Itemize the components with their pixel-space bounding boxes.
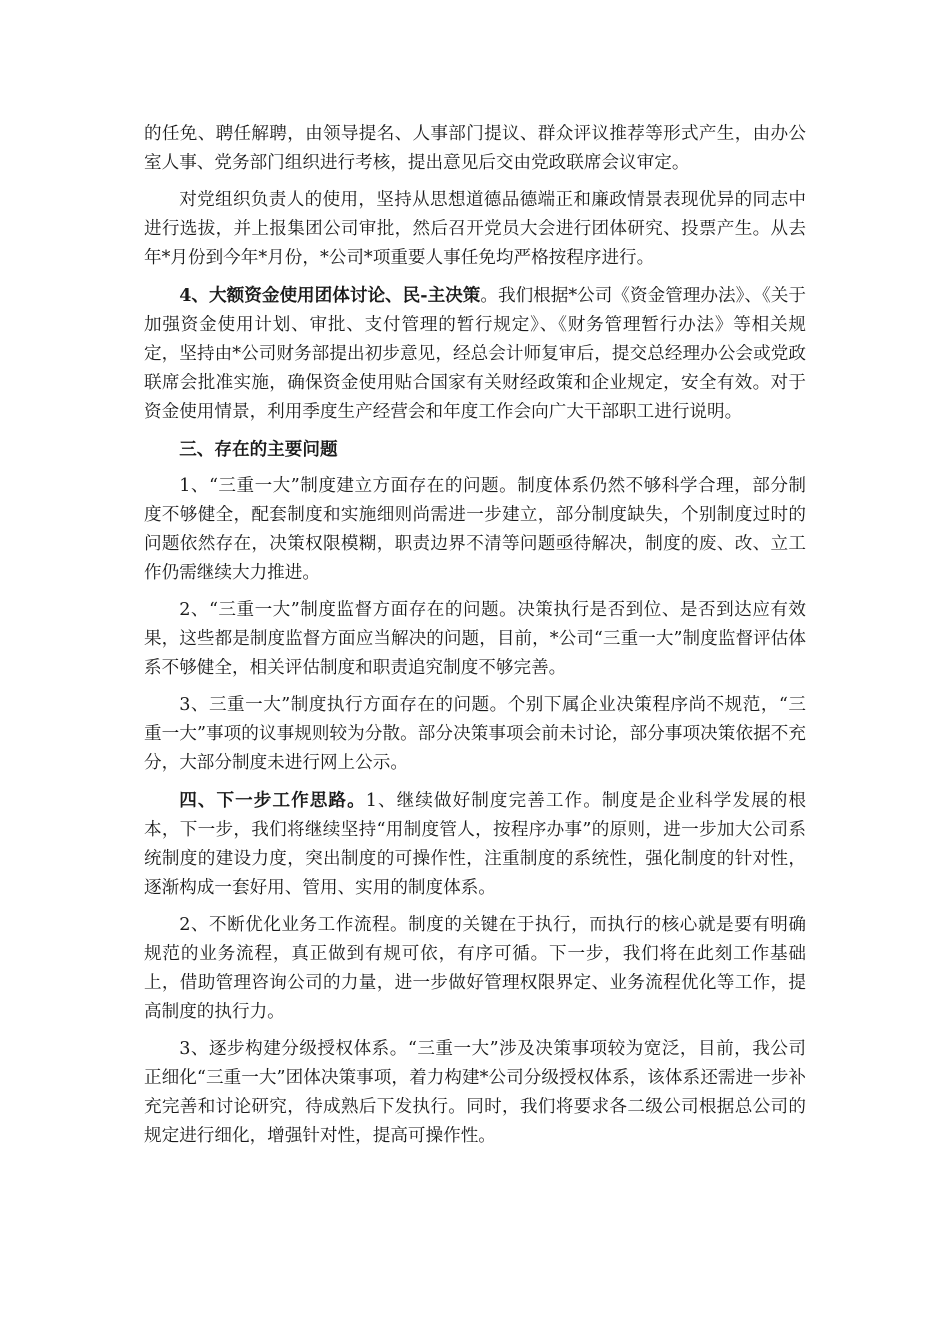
section-heading-main-problems <box>144 435 806 464</box>
paragraph-appointment-process <box>144 120 806 178</box>
paragraph-problem-establishment <box>144 472 806 588</box>
paragraph-party-leader-selection <box>144 186 806 273</box>
paragraph-problem-execution <box>144 691 806 778</box>
paragraph-text: 2、“三重一大”制度监督方面存在的问题。决策执行是否到位、是否到达应有效果，这些都是制度监督方面应当解决的问题，目前，*公司“三重一大”制度监督评估体系不够健全，相关评估制度和职责追究制度不够完善。 <box>144 600 806 678</box>
paragraph-lead-heading: 4、大额资金使用团体讨论、民-主决策 <box>179 285 481 306</box>
paragraph-text: 的任免、聘任解聘，由领导提名、人事部门提议、群众评议推荐等形式产生，由办公室人事、党务部门组织进行考核，提出意见后交由党政联席会议审定。 <box>144 124 806 173</box>
paragraph-text: 3、三重一大”制度执行方面存在的问题。个别下属企业决策程序尚不规范，“三重一大”事项的议事规则较为分散。部分决策事项会前未讨论，部分事项决策依据不充分，大部分制度未进行网上公示。 <box>144 695 806 773</box>
paragraph-text: 对党组织负责人的使用，坚持从思想道德品德端正和廉政情景表现优异的同志中进行选拔，并上报集团公司审批，然后召开党员大会进行团体研究、投票产生。从去年*月份到今年*月份，*公司*项重要人事任免均严格按程序进行。 <box>144 190 806 268</box>
paragraph-text: 3、逐步构建分级授权体系。“三重一大”涉及决策事项较为宽泛，目前，我公司正细化“三重一大”团体决策事项，着力构建*公司分级授权体系，该体系还需进一步补充完善和讨论研究，待成熟后下发执行。同时，我们将要求各二级公司根据总公司的规定进行细化，增强针对性，提高可操作性。 <box>144 1039 806 1146</box>
paragraph-text: 1、继续做好制度完善工作。制度是企业科学发展的根本，下一步，我们将继续坚持“用制度管人，按程序办事”的原则，进一步加大公司系统制度的建设力度，突出制度的可操作性，注重制度的系统性，强化制度的针对性，逐渐构成一套好用、管用、实用的制度体系。 <box>144 791 806 898</box>
heading-text: 三、存在的主要问题 <box>179 439 338 460</box>
paragraph-optimize-workflow <box>144 911 806 1027</box>
paragraph-large-funds <box>144 281 806 427</box>
document-body <box>144 120 806 1159</box>
paragraph-lead-heading: 四、下一步工作思路。 <box>179 790 366 811</box>
paragraph-text: 2、不断优化业务工作流程。制度的关键在于执行，而执行的核心就是要有明确规范的业务流程，真正做到有规可依，有序可循。下一步，我们将在此刻工作基础上，借助管理咨询公司的力量，进一步做好管理权限界定、业务流程优化等工作，提高制度的执行力。 <box>144 915 806 1022</box>
paragraph-next-steps <box>144 786 806 903</box>
paragraph-text: 。我们根据*公司《资金管理办法》、《关于加强资金使用计划、审批、支付管理的暂行规定》、《财务管理暂行办法》等相关规定，坚持由*公司财务部提出初步意见，经总会计师复审后，提交总经理办公会或党政联席会批准实施，确保资金使用贴合国家有关财经政策和企业规定，安全有效。对于资金使用情景，利用季度生产经营会和年度工作会向广大干部职工进行说明。 <box>144 286 806 422</box>
paragraph-text: 1、“三重一大”制度建立方面存在的问题。制度体系仍然不够科学合理，部分制度不够健全，配套制度和实施细则尚需进一步建立，部分制度缺失，个别制度过时的问题依然存在，决策权限模糊，职责边界不清等问题亟待解决，制度的废、改、立工作仍需继续大力推进。 <box>144 476 806 583</box>
paragraph-authorization-system <box>144 1035 806 1151</box>
paragraph-problem-supervision <box>144 596 806 683</box>
